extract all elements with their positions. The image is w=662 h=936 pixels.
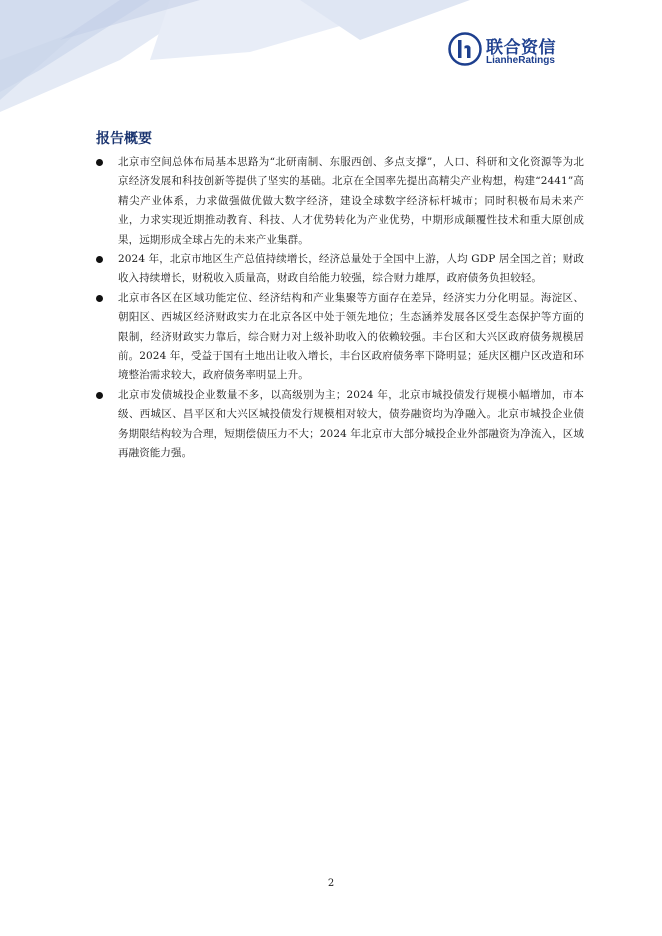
bullet-dot-icon	[96, 159, 103, 166]
list-item	[96, 153, 584, 250]
brand-name-cn: 联合资信	[486, 38, 556, 58]
lianhe-ratings-logo-icon	[448, 32, 482, 66]
page-number: 2	[327, 878, 335, 889]
section-title: 报告概要	[96, 131, 152, 147]
bullet-text: 北京市各区在区域功能定位、经济结构和产业集聚等方面存在差异，经济实力分化明显。海淀区、朝阳区、西城区经济财政实力在北京各区中处于领先地位；生态涵养发展各区受生态保护等方面的限制，经济财政实力靠后，综合财力对上级补助收入的依赖较强。丰台区和大兴区政府债务规模居前。2024 年，受益于国有土地出让收入增长，丰台区政府债务率下降明显；延庆区棚户区改造和环境整治需求较大，政府债务率明显上升。	[118, 291, 584, 382]
bullet-dot-icon	[96, 392, 103, 399]
bullet-dot-icon	[96, 256, 103, 263]
list-item	[96, 289, 584, 386]
bullet-text: 2024 年，北京市地区生产总值持续增长，经济总量处于全国中上游，人均 GDP 居全国之首；财政收入持续增长，财税收入质量高，财政自给能力较强，综合财力雄厚，政府债务负担较轻。	[118, 253, 584, 285]
summary-bullet-list	[96, 153, 584, 464]
bullet-text: 北京市发债城投企业数量不多，以高级别为主；2024 年，北京市城投债发行规模小幅增加，市本级、西城区、昌平区和大兴区城投债发行规模相对较大，债券融资均为净融入。北京市城投企业债务期限结构较为合理，短期偿债压力不大；2024 年北京市大部分城投企业外部融资为净流入，区域再融资能力强。	[118, 388, 584, 460]
brand-name-en: LianheRatings	[486, 55, 555, 66]
bullet-text: 北京市空间总体布局基本思路为“北研南制、东服西创、多点支撑”，人口、科研和文化资源等为北京经济发展和科技创新等提供了坚实的基础。北京在全国率先提出高精尖产业构想，构建“2441”高精尖产业体系，力求做强做优做大数字经济，建设全球数字经济标杆城市；同时积极布局未来产业，力求实现近期推动教育、科技、人才优势转化为产业优势，中期形成颠覆性技术和重大原创成果，远期形成全球占先的未来产业集群。	[118, 156, 584, 246]
bullet-dot-icon	[96, 295, 103, 302]
list-item	[96, 386, 584, 464]
list-item	[96, 250, 584, 289]
brand-logo	[448, 32, 588, 68]
